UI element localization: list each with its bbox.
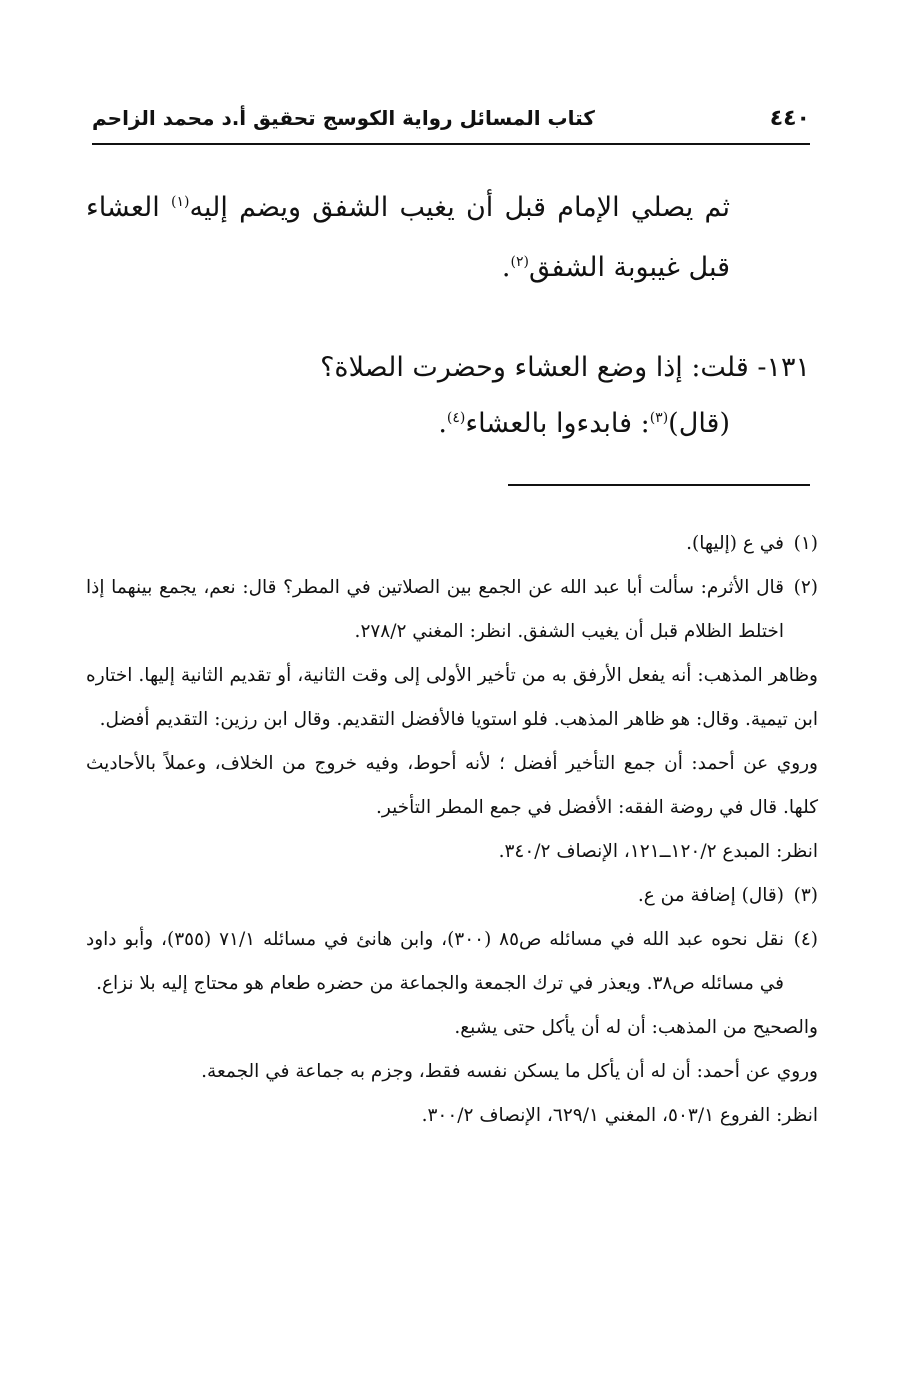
answer-line bbox=[86, 396, 810, 452]
footnote-text: قال الأثرم: سألت أبا عبد الله عن الجمع بين الصلاتين في المطر؟ قال: نعم، يجمع بينهما إذا اختلط الظلام قبل أن يغيب الشفق. انظر: المغني ٢٧٨/٢. bbox=[86, 577, 784, 642]
footnote-separator bbox=[508, 484, 810, 486]
answer-part: (قال) bbox=[668, 408, 730, 439]
running-title: كتاب المسائل رواية الكوسج تحقيق أ.د محمد الزاحم bbox=[92, 106, 595, 130]
page-number: ٤٤٠ bbox=[769, 105, 810, 131]
footnote-paragraph: انظر: الفروع ٥٠٣/١، المغني ٦٢٩/١، الإنصاف ٣٠٠/٢. bbox=[421, 1105, 818, 1126]
footnote-number: (٢) bbox=[793, 577, 818, 598]
answer-part: : فابدءوا بالعشاء bbox=[465, 408, 650, 439]
footnote-4 bbox=[86, 918, 818, 1006]
main-paragraph bbox=[86, 178, 730, 298]
footnote-1 bbox=[86, 522, 818, 566]
footnote-paragraph: وروي عن أحمد: أن له أن يأكل ما يسكن نفسه فقط، وجزم به جماعة في الجمعة. bbox=[201, 1061, 818, 1082]
footnote-ref: (٢) bbox=[510, 254, 529, 270]
footnote-ref: (١) bbox=[171, 194, 190, 210]
footnote-number: (٤) bbox=[793, 929, 818, 950]
footnote-2 bbox=[86, 566, 818, 654]
footnote-paragraph: انظر: المبدع ١٢٠/٢ــ١٢١، الإنصاف ٣٤٠/٢. bbox=[498, 841, 818, 862]
footnote-number: (٣) bbox=[793, 885, 818, 906]
main-text-part: العشاء قبل غيبوبة الشفق bbox=[86, 192, 730, 283]
header-rule bbox=[92, 143, 810, 145]
footnote-paragraph: وظاهر المذهب: أنه يفعل الأرفق به من تأخير الأولى إلى وقت الثانية، أو تقديم الثانية إليها. اختاره ابن تيمية. وقال: هو ظاهر المذهب. فلو استويا فالأفضل التقديم. وقال ابن رزين: التقديم أفضل. bbox=[86, 665, 818, 730]
footnote-text: نقل نحوه عبد الله في مسائله ص٨٥ (٣٠٠)، وابن هانئ في مسائله ٧١/١ (٣٥٥)، وأبو داود في مسائله ص٣٨. ويعذر في ترك الجمعة والجماعة من حضره طعام هو محتاج إليه بلا نزاع. bbox=[86, 929, 784, 994]
footnote-paragraph: وروي عن أحمد: أن جمع التأخير أفضل ؛ لأنه أحوط، وفيه خروج من الخلاف، وعملاً بالأحاديث كلها. قال في روضة الفقه: الأفضل في جمع المطر التأخير. bbox=[86, 753, 818, 818]
main-text bbox=[86, 178, 730, 298]
footnote-text: (قال) إضافة من ع. bbox=[637, 885, 784, 906]
footnote-text: في ع (إليها). bbox=[686, 533, 784, 554]
footnotes bbox=[86, 522, 818, 1138]
footnote-number: (١) bbox=[793, 533, 818, 554]
footnote-paragraph: والصحيح من المذهب: أن له أن يأكل حتى يشبع. bbox=[454, 1017, 818, 1038]
question-line: ١٣١- قلت: إذا وضع العشاء وحضرت الصلاة؟ bbox=[320, 352, 810, 383]
footnote-3 bbox=[86, 874, 818, 918]
main-text-part: . bbox=[501, 252, 511, 283]
answer-part: . bbox=[438, 408, 447, 439]
page-header bbox=[92, 98, 810, 138]
main-text-part: ثم يصلي الإمام قبل أن يغيب الشفق ويضم إليه bbox=[189, 192, 730, 223]
footnote-ref: (٤) bbox=[446, 410, 466, 426]
footnote-ref: (٣) bbox=[649, 410, 669, 426]
question-block bbox=[86, 340, 810, 452]
